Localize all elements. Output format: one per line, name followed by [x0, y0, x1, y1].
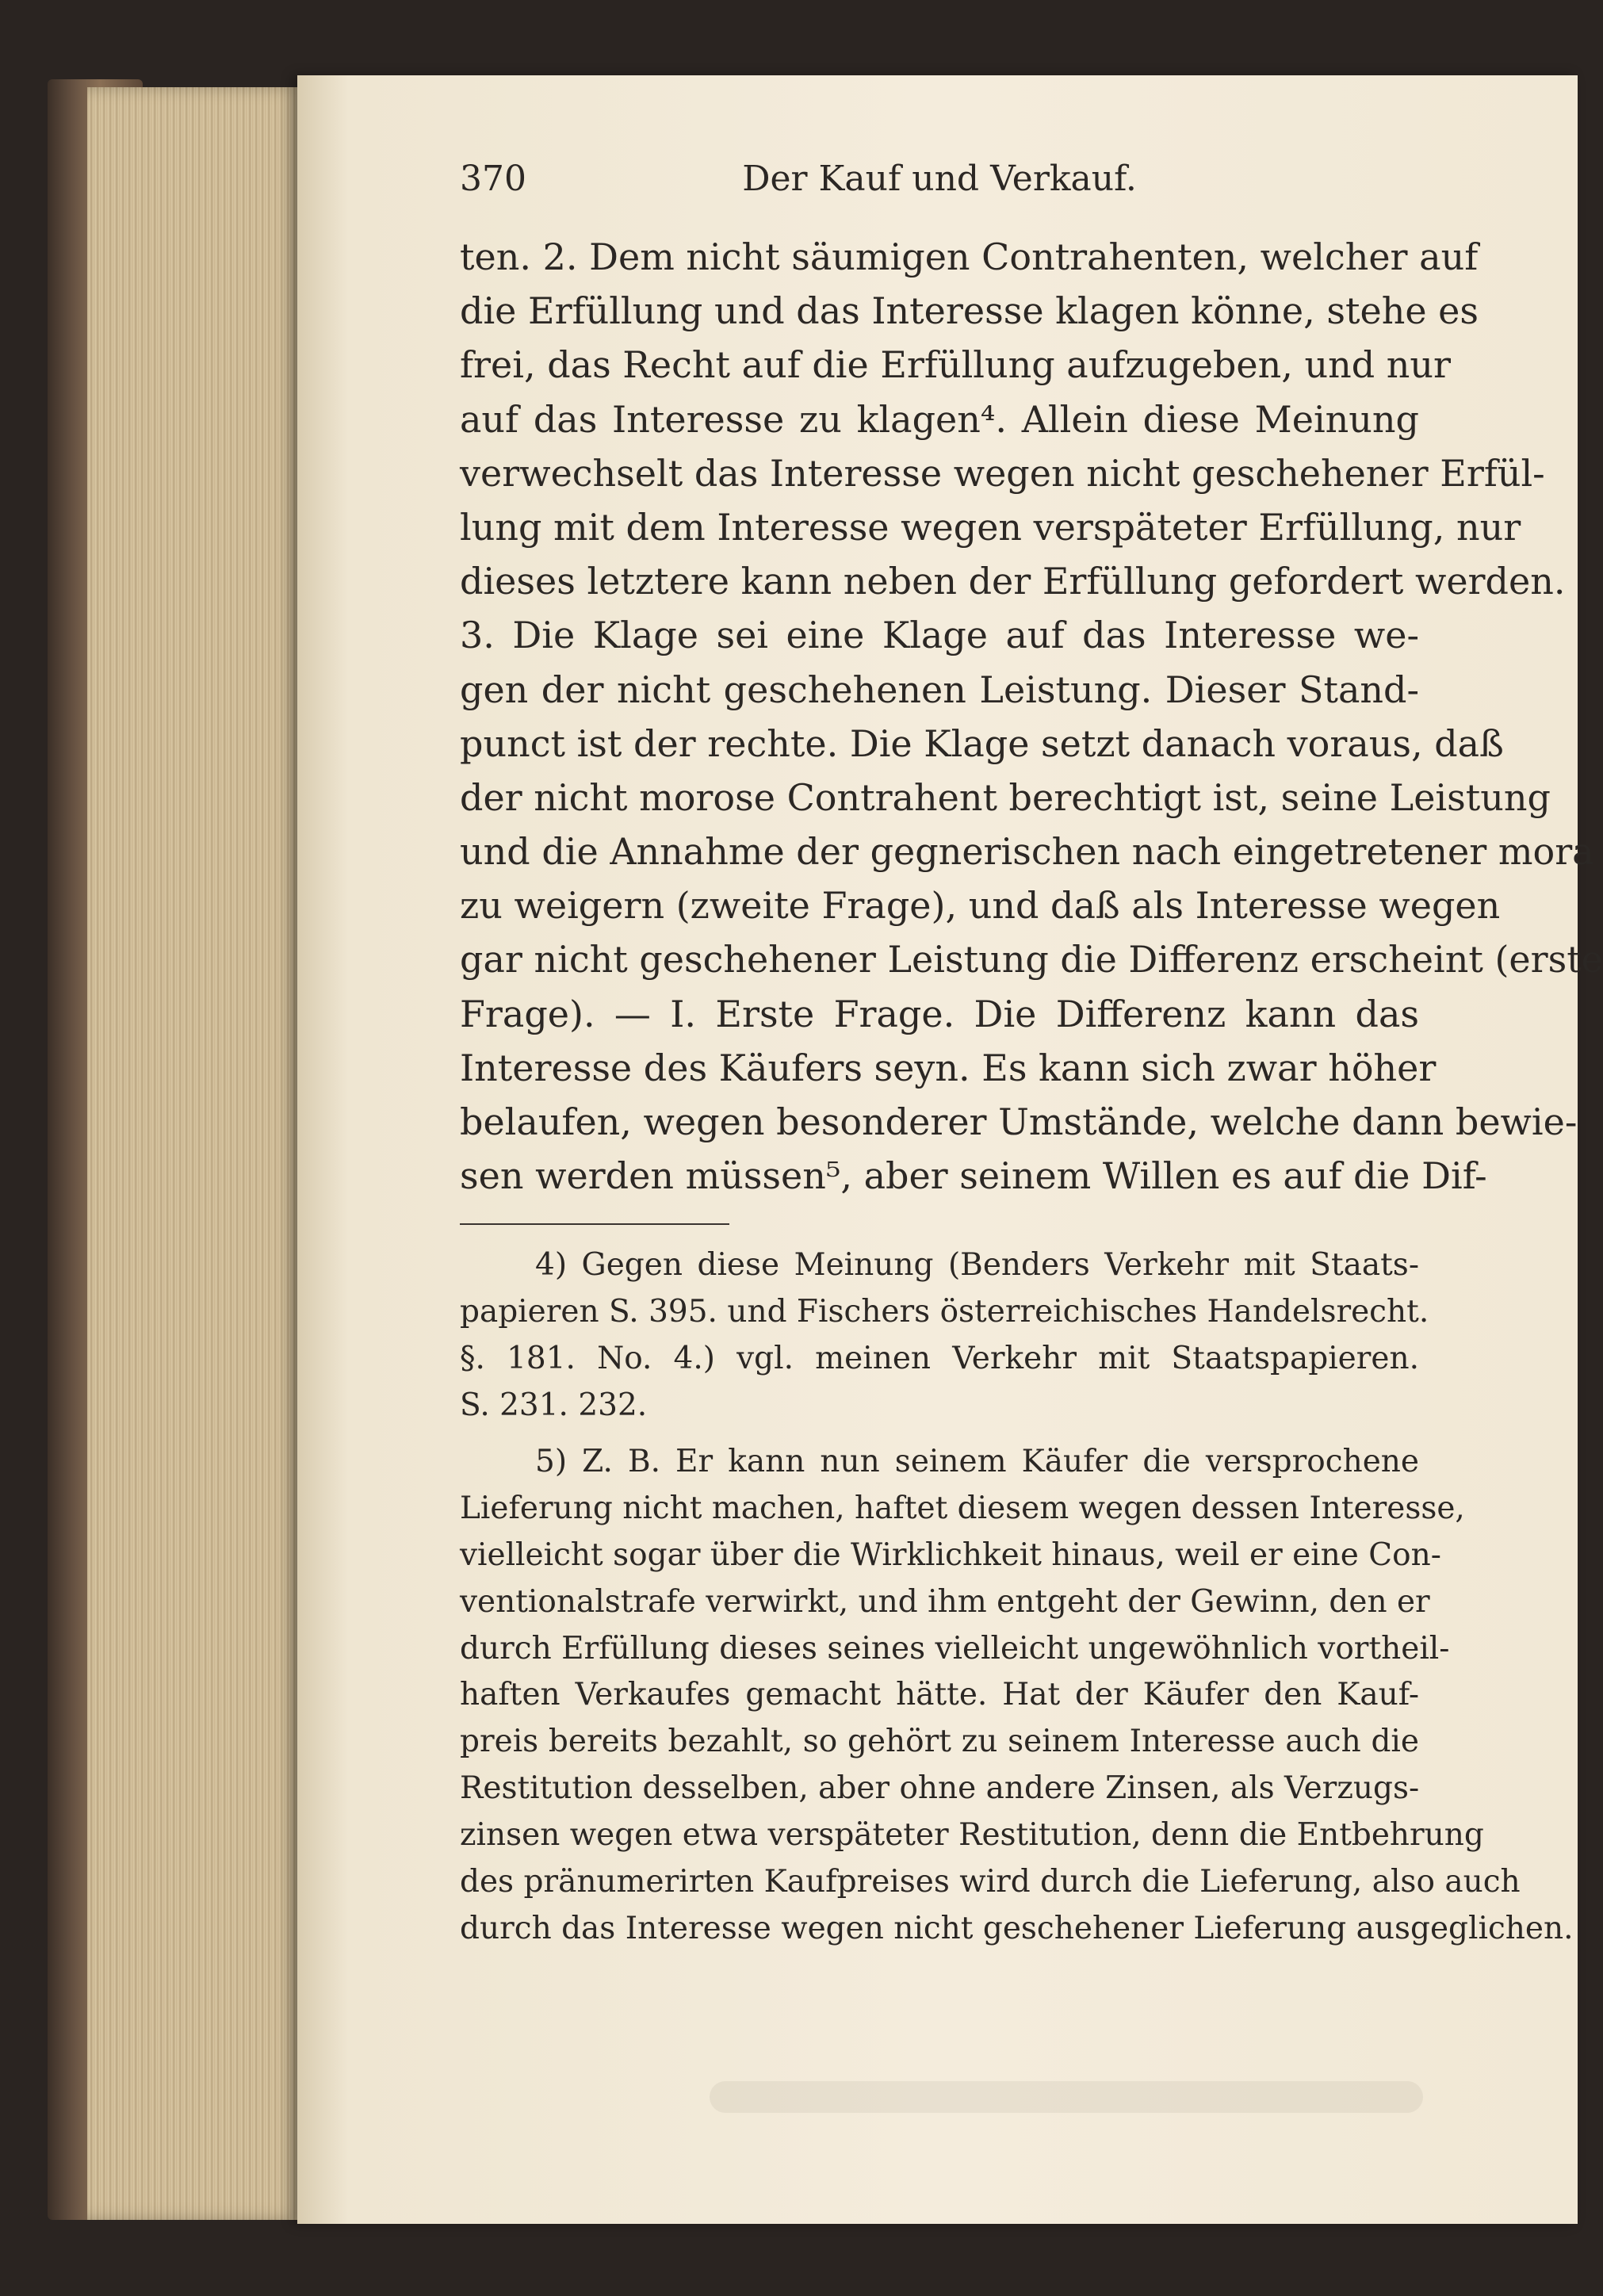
text-line: 3. Die Klage sei eine Klage auf das Interesse we- [460, 614, 1419, 657]
page-content [460, 159, 1603, 1953]
text-line: zu weigern (zweite Frage), und daß als Interesse wegen [460, 884, 1501, 928]
footnote-line: zinsen wegen etwa verspäteter Restitution, denn die Entbehrung [460, 1817, 1484, 1854]
text-line: und die Annahme der gegnerischen nach eingetretener mora [460, 830, 1594, 874]
footnote-line: Lieferung nicht machen, haftet diesem wegen dessen Interesse, [460, 1490, 1465, 1526]
show-through-shadow [710, 2081, 1423, 2113]
text-line: ten. 2. Dem nicht säumigen Contrahenten, welcher auf [460, 235, 1479, 278]
text-line: gen der nicht geschehenen Leistung. Dieser Stand- [460, 668, 1419, 711]
footnote-4 [460, 1242, 1429, 1429]
text-line: dieses letztere kann neben der Erfüllung gefordert werden. [460, 560, 1566, 603]
footnote-line: 5) Z. B. Er kann nun seinem Käufer die versprochene [535, 1443, 1419, 1479]
footnote-line: durch Erfüllung dieses seines vielleicht ungewöhnlich vortheil- [460, 1630, 1450, 1667]
footnote-line: durch das Interesse wegen nicht geschehener Lieferung ausgeglichen. [460, 1910, 1574, 1946]
running-title: Der Kauf und Verkauf. [742, 159, 1137, 199]
footnote-line: des pränumerirten Kaufpreises wird durch die Lieferung, also auch [460, 1863, 1521, 1900]
footnote-5 [460, 1439, 1574, 1953]
text-line: punct ist der rechte. Die Klage setzt danach voraus, daß [460, 721, 1504, 765]
footnote-line: Restitution desselben, aber ohne andere Zinsen, als Verzugs- [460, 1770, 1420, 1807]
footnote-line: papieren S. 395. und Fischers österreichisches Handelsrecht. [460, 1294, 1429, 1330]
text-line: Interesse des Käufers seyn. Es kann sich zwar höher [460, 1046, 1437, 1089]
footnote-line: ventionalstrafe verwirkt, und ihm entgeht der Gewinn, den er [460, 1583, 1430, 1620]
text-line: lung mit dem Interesse wegen verspäteter Erfüllung, nur [460, 505, 1521, 549]
text-line: der nicht morose Contrahent berechtigt ist, seine Leistung [460, 775, 1551, 819]
footnotes [460, 1242, 1574, 1952]
text-line: sen werden müssen⁵, aber seinem Willen es auf die Dif- [460, 1154, 1487, 1198]
footnote-line: 4) Gegen diese Meinung (Benders Verkehr mit Staats- [535, 1247, 1419, 1284]
footnote-line: vielleicht sogar über die Wirklichkeit hinaus, weil er eine Con- [460, 1536, 1441, 1573]
text-line: auf das Interesse zu klagen⁴. Allein diese Meinung [460, 397, 1419, 441]
text-line: verwechselt das Interesse wegen nicht geschehener Erfül- [460, 451, 1545, 495]
text-line: frei, das Recht auf die Erfüllung aufzugeben, und nur [460, 343, 1452, 387]
footnote-line: haften Verkaufes gemacht hätte. Hat der Käufer den Kauf- [460, 1677, 1419, 1713]
text-line: belaufen, wegen besonderer Umstände, welche dann bewie- [460, 1100, 1578, 1143]
text-line: gar nicht geschehener Leistung die Differenz erscheint (erste [460, 938, 1603, 982]
page-number: 370 [460, 159, 526, 199]
footnote-line: §. 181. No. 4.) vgl. meinen Verkehr mit Staatspapieren. [460, 1341, 1419, 1377]
text-line: die Erfüllung und das Interesse klagen könne, stehe es [460, 289, 1479, 333]
page-header [460, 159, 1419, 214]
page-stack-edges [87, 87, 301, 2220]
footnote-line: preis bereits bezahlt, so gehört zu seinem Interesse auch die [460, 1724, 1419, 1760]
book-page [297, 75, 1603, 2224]
text-line: Frage). — I. Erste Frage. Die Differenz kann das [460, 992, 1419, 1035]
footnote-line: S. 231. 232. [460, 1387, 648, 1424]
footnote-gap [460, 1429, 1419, 1439]
footnote-separator [460, 1223, 729, 1225]
main-text [460, 230, 1603, 1203]
